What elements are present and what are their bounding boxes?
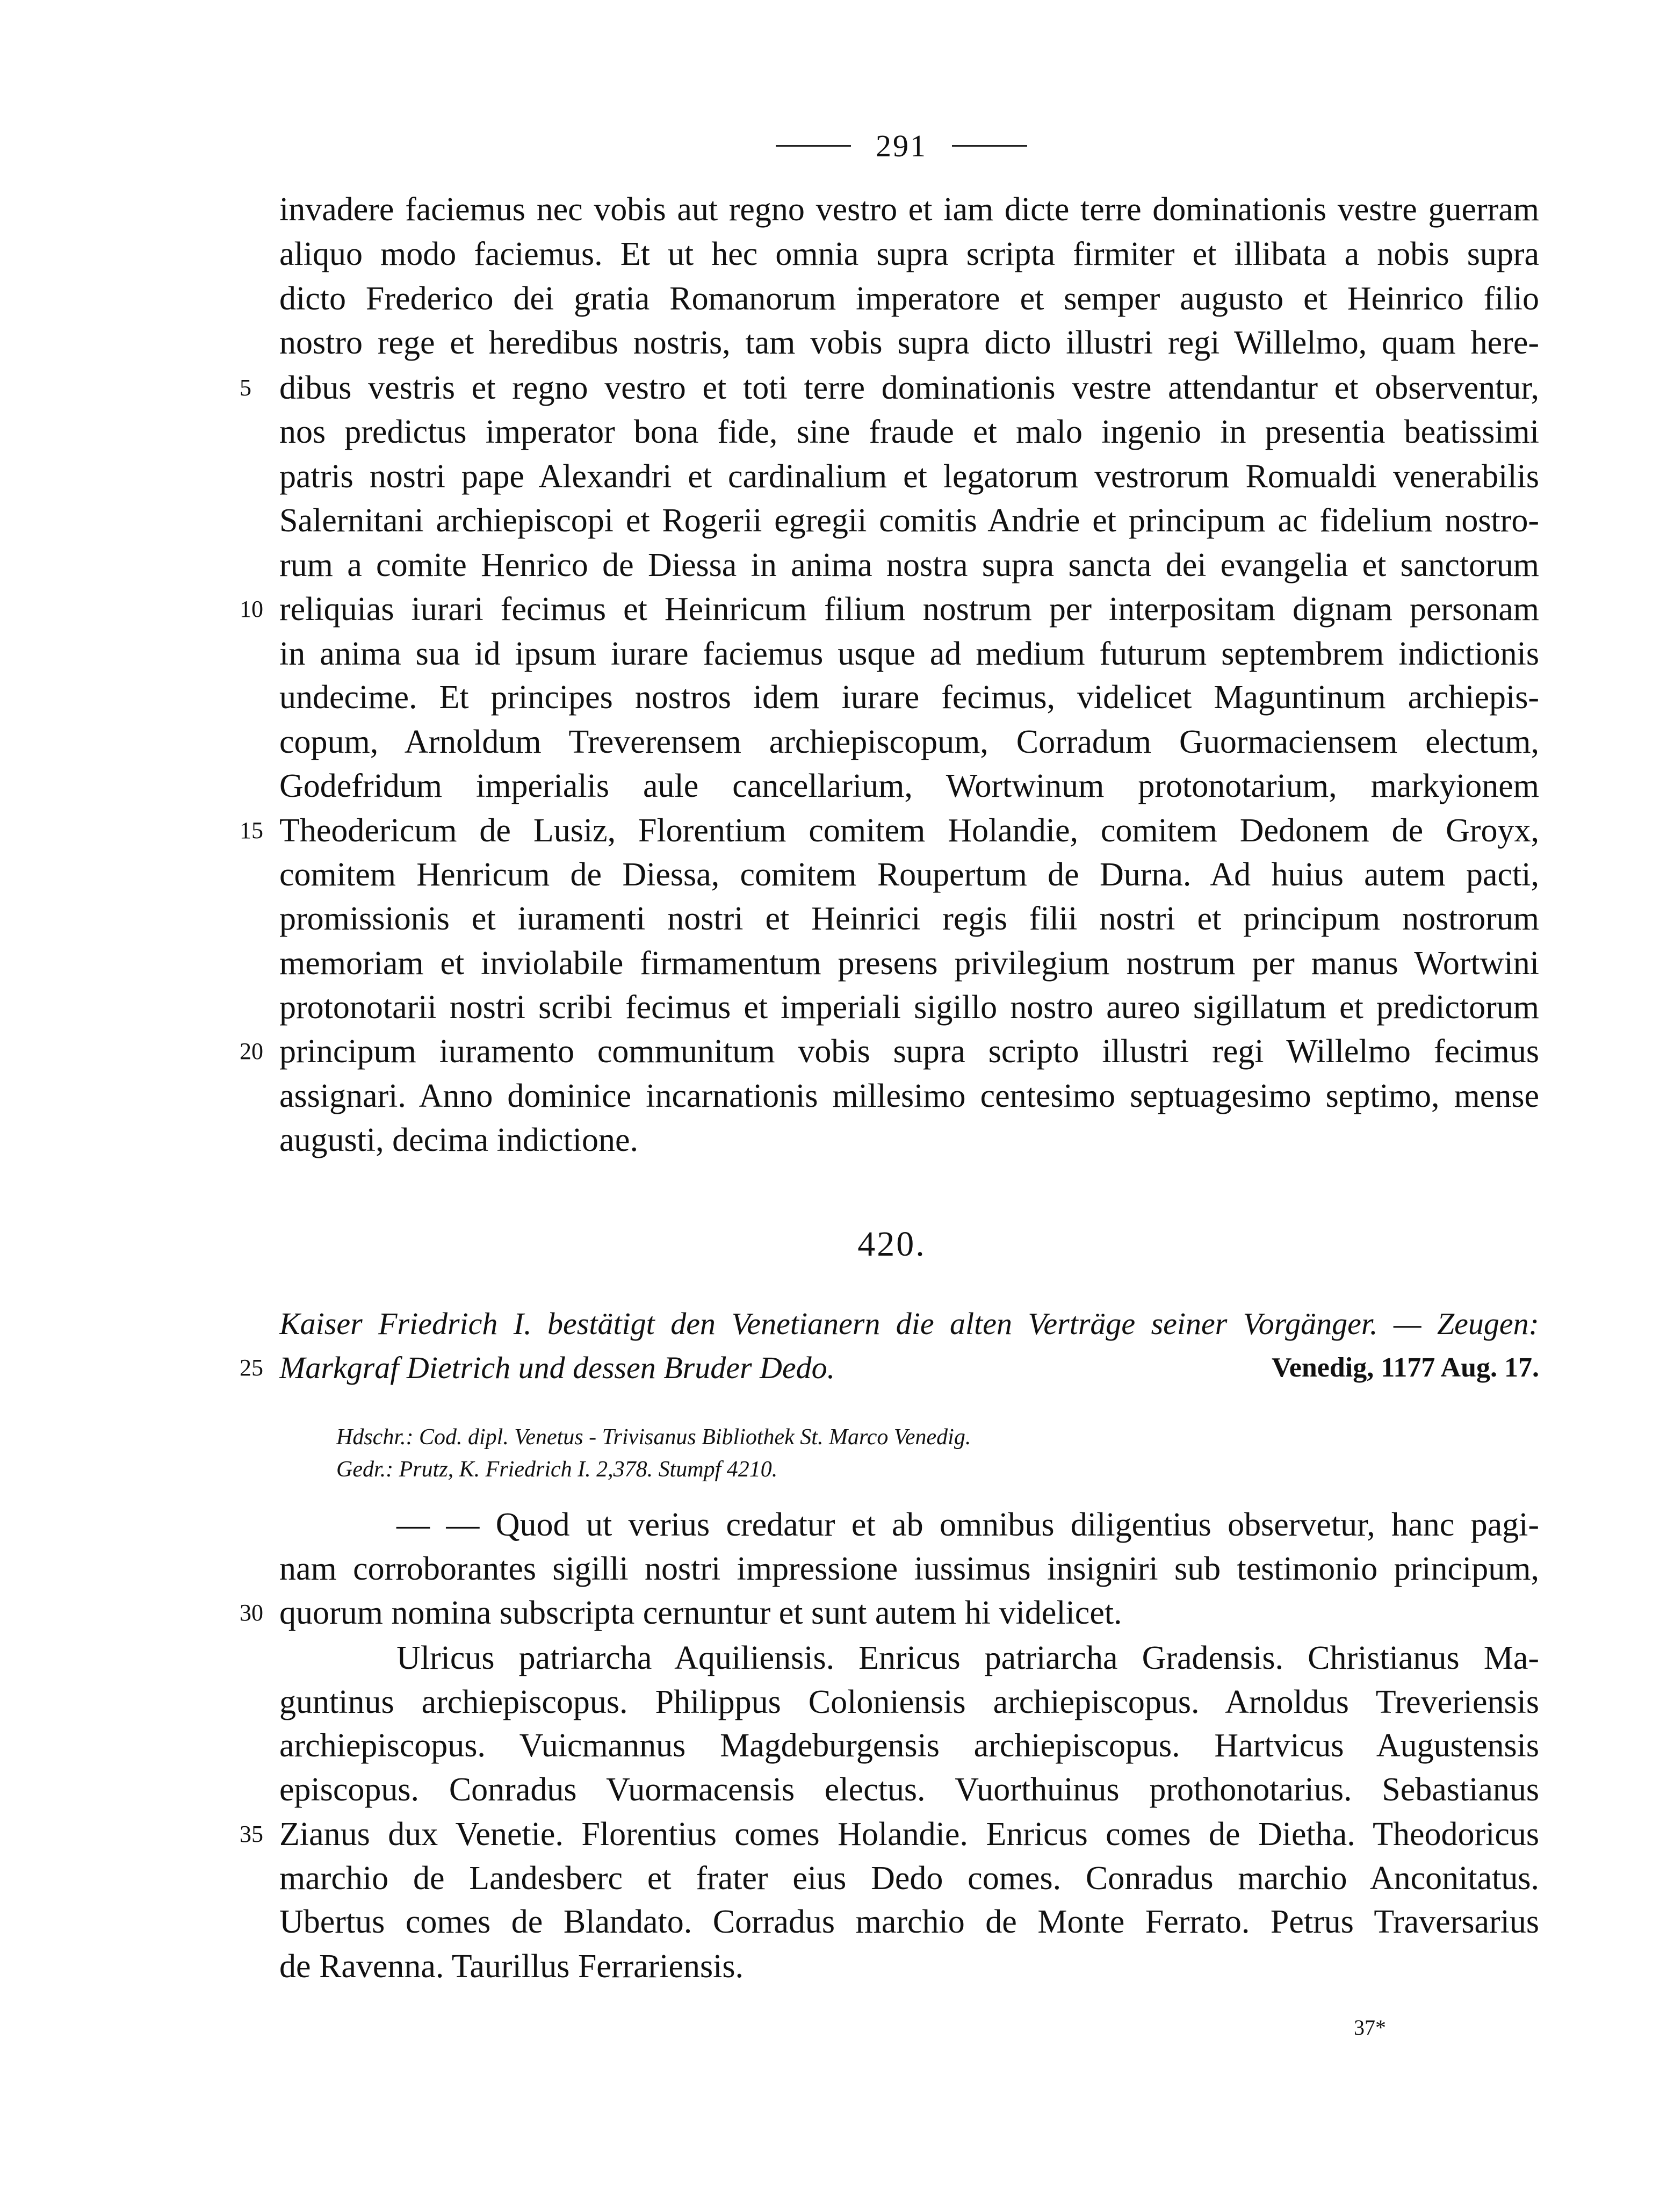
regest-line: Kaiser Friedrich I. bestätigt den Venetianern die alten Verträge seiner Vorgänger. — Zeugen: — [279, 1306, 1539, 1341]
text-line: invadere faciemus nec vobis aut regno vestro et iam dicte terre dominationis vestre guerram — [279, 191, 1539, 228]
line-number: 5 — [240, 374, 251, 401]
text-line: Zianus dux Venetie. Florentius comes Holandie. Enricus comes de Dietha. Theodoricus — [279, 1816, 1539, 1853]
text-line: rum a comite Henrico de Diessa in anima nostra supra sancta dei evangelia et sanctorum — [279, 547, 1539, 583]
text-line: Godefridum imperialis aule cancellarium, Wortwinum protonotarium, markyionem — [279, 768, 1539, 804]
document-date: Venedig, 1177 Aug. 17. — [1272, 1352, 1539, 1383]
text-line: copum, Arnoldum Treverensem archiepiscopum, Corradum Guormaciensem electum, — [279, 724, 1539, 760]
text-line: comitem Henricum de Diessa, comitem Roupertum de Durna. Ad huius autem pacti, — [279, 856, 1539, 893]
text-line: dibus vestris et regno vestro et toti terre dominationis vestre attendantur et observentur, — [279, 370, 1539, 406]
text-line: in anima sua id ipsum iurare faciemus usque ad medium futurum septembrem indictionis — [279, 636, 1539, 672]
page-number: 291 — [876, 128, 927, 163]
text-line: dicto Frederico dei gratia Romanorum imperatore et semper augusto et Heinrico filio — [279, 280, 1539, 317]
regest-line: Markgraf Dietrich und dessen Bruder Dedo. — [279, 1350, 835, 1385]
text-line: nam corroborantes sigilli nostri impressione iussimus insigniri sub testimonio principum, — [279, 1551, 1539, 1587]
text-line: protonotarii nostri scribi fecimus et imperiali sigillo nostro aureo sigillatum et predictorum — [279, 989, 1539, 1026]
text-line: Ulricus patriarcha Aquiliensis. Enricus patriarcha Gradensis. Christianus Ma- — [396, 1640, 1539, 1676]
line-number: 30 — [240, 1599, 263, 1626]
text-line: nostro rege et heredibus nostris, tam vobis supra dicto illustri regi Willelmo, quam here- — [279, 325, 1539, 361]
text-line: nos predictus imperator bona fide, sine fraude et malo ingenio in presentia beatissimi — [279, 414, 1539, 450]
text-line: patris nostri pape Alexandri et cardinalium et legatorum vestrorum Romualdi venerabilis — [279, 458, 1539, 495]
text-line: — — Quod ut verius credatur et ab omnibus diligentius observetur, hanc pagi- — [396, 1507, 1539, 1543]
text-line: promissionis et iuramenti nostri et Heinrici regis filii nostri et principum nostrorum — [279, 900, 1539, 937]
text-line: memoriam et inviolabile firmamentum presens privilegium nostrum per manus Wortwini — [279, 945, 1539, 982]
text-line: assignari. Anno dominice incarnationis millesimo centesimo septuagesimo septimo, mense — [279, 1078, 1539, 1114]
text-line: Salernitani archiepiscopi et Rogerii egregii comitis Andrie et principum ac fidelium nostro- — [279, 502, 1539, 539]
text-line: reliquias iurari fecimus et Heinricum filium nostrum per interpositam dignam personam — [279, 591, 1539, 628]
text-line: principum iuramento communitum vobis supra scripto illustri regi Willelmo fecimus — [279, 1033, 1539, 1070]
text-line: undecime. Et principes nostros idem iurare fecimus, videlicet Maguntinum archiepis- — [279, 679, 1539, 716]
line-number: 35 — [240, 1821, 263, 1847]
text-line: archiepiscopus. Vuicmannus Magdeburgensis archiepiscopus. Hartvicus Augustensis — [279, 1727, 1539, 1764]
document-number: 420. — [857, 1224, 926, 1264]
text-line: quorum nomina subscripta cernuntur et sunt autem hi videlicet. — [279, 1595, 1122, 1631]
printer-signature: 37* — [1354, 2015, 1386, 2040]
text-line: de Ravenna. Taurillus Ferrariensis. — [279, 1948, 744, 1985]
line-number: 25 — [240, 1354, 263, 1381]
text-line: Theodericum de Lusiz, Florentium comitem Holandie, comitem Dedonem de Groyx, — [279, 812, 1539, 849]
text-line: guntinus archiepiscopus. Philippus Coloniensis archiepiscopus. Arnoldus Treveriensis — [279, 1684, 1539, 1720]
text-line: augusti, decima indictione. — [279, 1122, 639, 1158]
line-number: 20 — [240, 1038, 263, 1064]
header-rule-right — [952, 145, 1027, 147]
manuscript-source: Hdschr.: Cod. dipl. Venetus - Trivisanus Bibliothek St. Marco Venedig. — [336, 1425, 971, 1450]
regest-line-with-date — [279, 1349, 1539, 1387]
text-line: marchio de Landesberc et frater eius Dedo comes. Conradus marchio Anconitatus. — [279, 1860, 1539, 1897]
text-line: aliquo modo faciemus. Et ut hec omnia supra scripta firmiter et illibata a nobis supra — [279, 236, 1539, 272]
text-line: episcopus. Conradus Vuormacensis electus. Vuorthuinus prothonotarius. Sebastianus — [279, 1771, 1539, 1808]
text-line: Ubertus comes de Blandato. Corradus marchio de Monte Ferrato. Petrus Traversarius — [279, 1904, 1539, 1940]
line-number: 10 — [240, 596, 263, 622]
line-number: 15 — [240, 817, 263, 844]
running-header — [740, 121, 1063, 170]
print-source: Gedr.: Prutz, K. Friedrich I. 2,378. Stumpf 4210. — [336, 1457, 778, 1482]
header-rule-left — [776, 145, 851, 147]
